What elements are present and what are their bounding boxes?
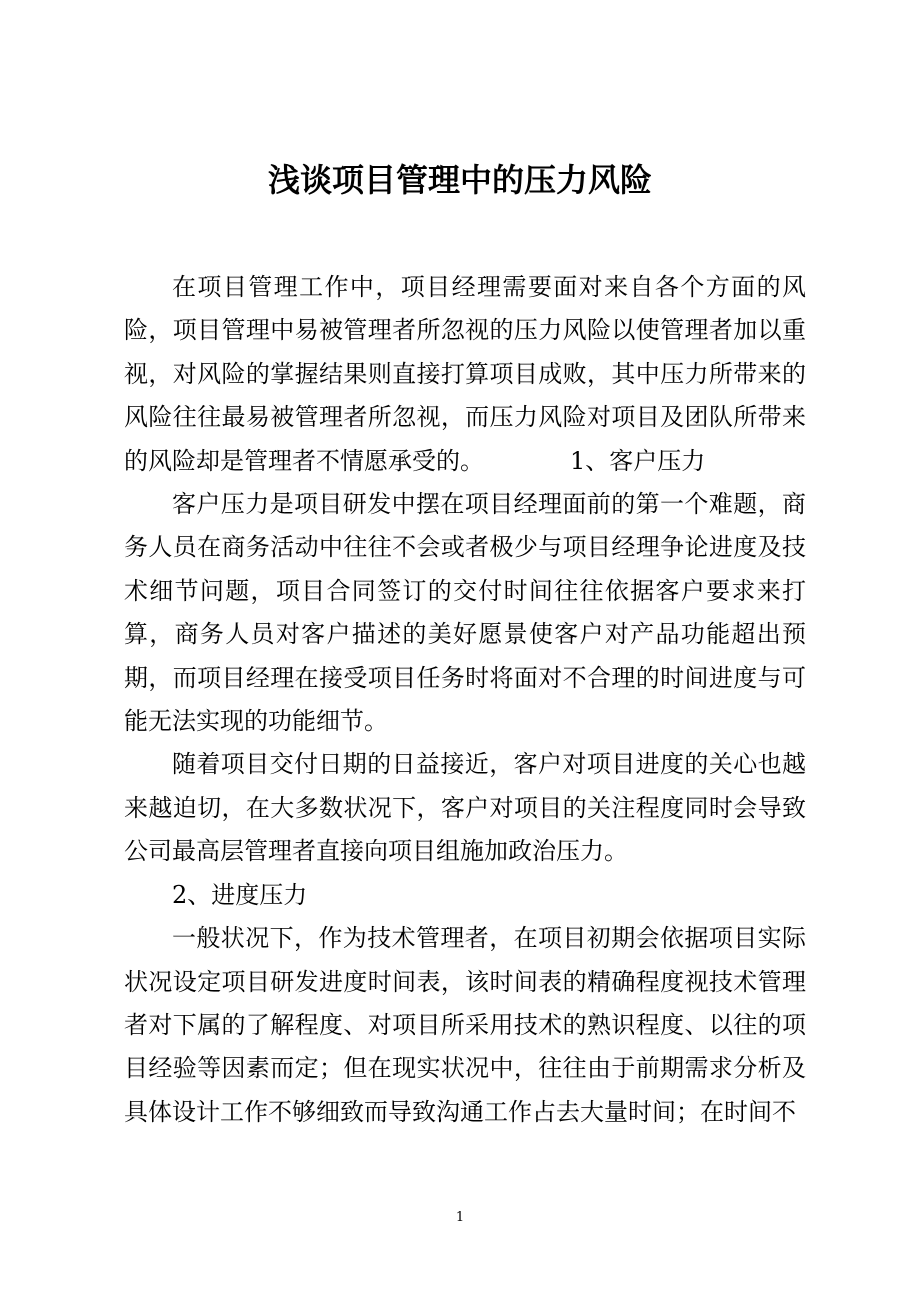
document-title: 浅谈项目管理中的压力风险 xyxy=(267,161,652,199)
paragraph-customer-pressure: 客户压力是项目研发中摆在项目经理面前的第一个难题，商务人员在商务活动中往往不会或者极少与项目经理争论进度及技术细节问题，项目合同签订的交付时间往往依据客户要求来打算，商务人员对客户描述的美好愿景使客户对产品功能超出预期，而项目经理在接受项目任务时将面对不合理的时间进度与可能无法实现的功能细节。 xyxy=(124,490,806,736)
paragraph-delivery-date: 随着项目交付日期的日益接近，客户对项目进度的关心也越来越迫切，在大多数状况下，客户对项目的关注程度同时会导致公司最高层管理者直接向项目组施加政治压力。 xyxy=(124,750,806,866)
paragraph-intro xyxy=(124,266,806,483)
page-number: 1 xyxy=(455,1210,465,1225)
paragraph-intro-text: 在项目管理工作中，项目经理需要面对来自各个方面的风险，项目管理中易被管理者所忽视的压力风险以使管理者加以重视，对风险的掌握结果则直接打算项目成败，其中压力所带来的风险往往最易被管理者所忽视，而压力风险对项目及团队所带来的风险却是管理者不情愿承受的。 xyxy=(124,273,806,475)
document-body xyxy=(124,266,806,1134)
section-heading-customer-pressure: 1、客户压力 xyxy=(570,446,706,475)
section-heading-schedule-pressure: 2、进度压力 xyxy=(172,880,308,909)
paragraph-schedule-pressure: 一般状况下，作为技术管理者，在项目初期会依据项目实际状况设定项目研发进度时间表，该时间表的精确程度视技术管理者对下属的了解程度、对项目所采用技术的熟识程度、以往的项目经验等因素而定；但在现实状况中，往往由于前期需求分析及具体设计工作不够细致而导致沟通工作占去大量时间；在时间不 xyxy=(124,924,806,1126)
